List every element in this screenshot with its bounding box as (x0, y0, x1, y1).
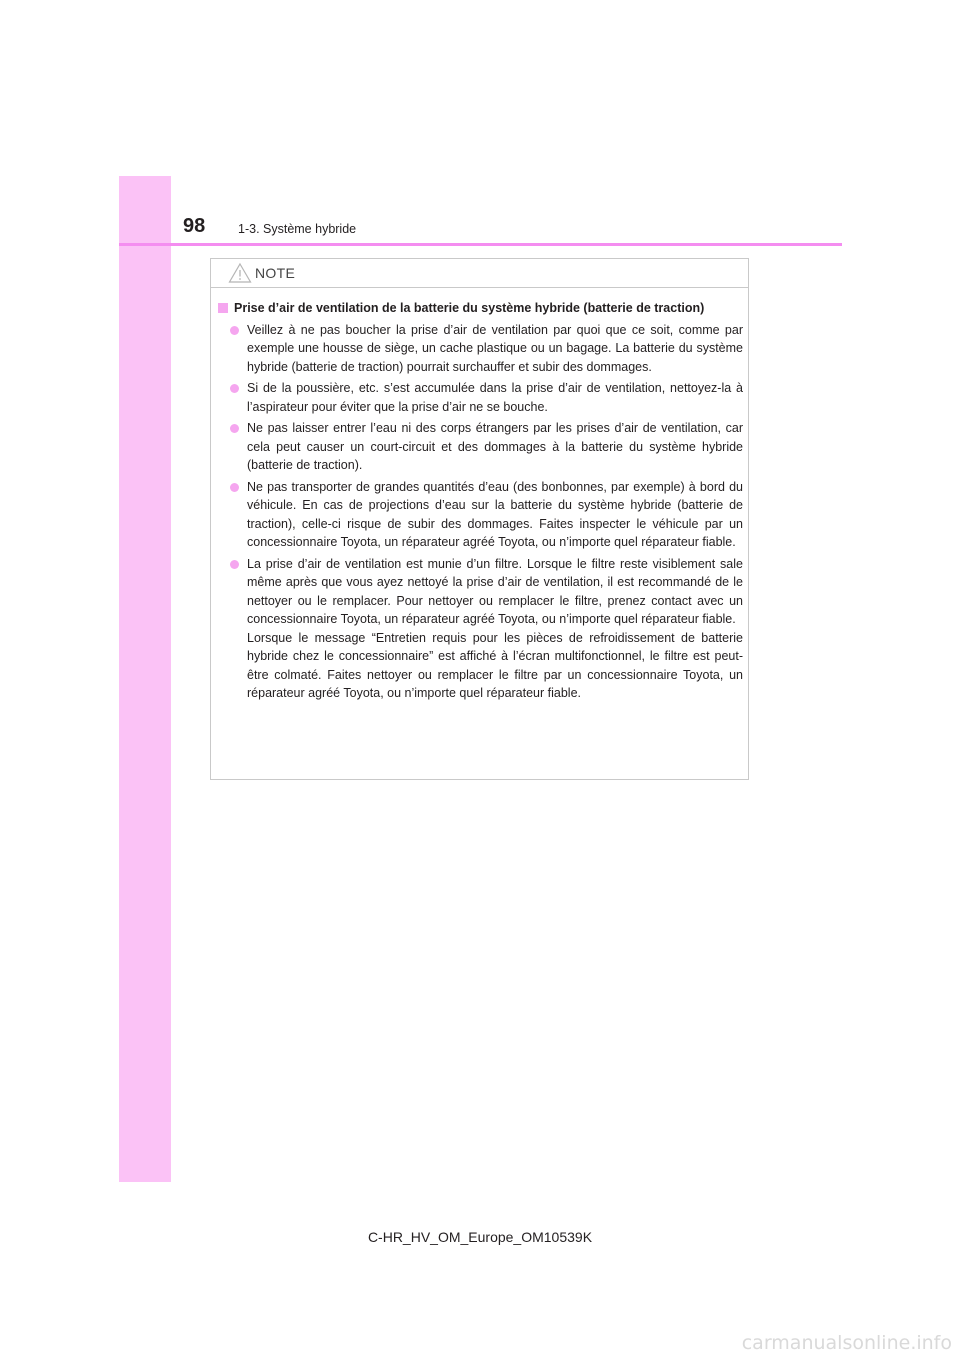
list-item-text: Ne pas laisser entrer l’eau ni des corps étrangers par les prises d’air de ventilation, car cela peut causer un court-circuit et des dommages à la batterie du système hybride (batterie de traction). (247, 421, 743, 472)
circle-bullet-icon (230, 560, 239, 569)
section-title: 1-3. Système hybride (238, 222, 357, 236)
note-box (210, 258, 749, 780)
list-item (218, 321, 743, 377)
list-item (218, 555, 743, 703)
note-heading-text: Prise d’air de ventilation de la batterie du système hybride (batterie de traction) (234, 301, 705, 315)
list-item-paragraph: Lorsque le message “Entretien requis pour les pièces de refroidissement de batterie hybride chez le concessionnaire” est affiché à l’écran multifonctionnel, le filtre est peut-être colmaté. Faites nettoyer ou remplacer le filtre par un concessionnaire Toyota, un réparateur agréé Toyota, ou n’importe quel réparateur fiable. (247, 630, 743, 700)
circle-bullet-icon (230, 384, 239, 393)
page-number: 98 (183, 215, 206, 237)
list-item-text (247, 555, 743, 703)
side-color-band (119, 176, 171, 1182)
list-item-text: Veillez à ne pas boucher la prise d’air de ventilation par quoi que ce soit, comme par exemple une housse de siège, un cache plastique ou un bagage. La batterie du système hybride (batterie de traction) pourrait surchauffer et subir des dommages. (247, 322, 743, 374)
note-label: NOTE (255, 265, 296, 281)
circle-bullet-icon (230, 483, 239, 492)
header-rule (119, 243, 842, 246)
list-item (218, 379, 743, 416)
list-item-text: Si de la poussière, etc. s’est accumulée dans la prise d’air de ventilation, nettoyez-la à l’aspirateur pour éviter que la prise d’air ne se bouche. (247, 381, 743, 414)
note-body (218, 299, 743, 706)
square-bullet-icon (218, 303, 228, 313)
list-item (218, 419, 743, 475)
circle-bullet-icon (230, 326, 239, 335)
document-code: C-HR_HV_OM_Europe_OM10539K (367, 1229, 593, 1245)
watermark: carmanualsonline.info (741, 1332, 952, 1354)
list-item-text: Ne pas transporter de grandes quantités d’eau (des bonbonnes, par exemple) à bord du véhicule. En cas de projections d’eau sur la batterie du système hybride (batterie de traction), celle-ci risque de subir des dommages. Faites inspecter le véhicule par un concessionnaire Toyota, un réparateur agréé Toyota, ou n’importe quel réparateur fiable. (247, 479, 743, 549)
list-item-paragraph: La prise d’air de ventilation est munie d’un filtre. Lorsque le filtre reste visiblement sale même après que vous ayez nettoyé la prise d’air de ventilation, il est recommandé de le nettoyer ou le remplacer. Pour nettoyer ou remplacer le filtre, prenez contact avec un concessionnaire Toyota, un réparateur agréé Toyota, ou n’importe quel réparateur fiable. (247, 556, 743, 626)
warning-triangle-icon (228, 262, 252, 284)
note-heading (218, 299, 743, 318)
note-header (211, 259, 748, 288)
list-item (218, 478, 743, 552)
circle-bullet-icon (230, 424, 239, 433)
